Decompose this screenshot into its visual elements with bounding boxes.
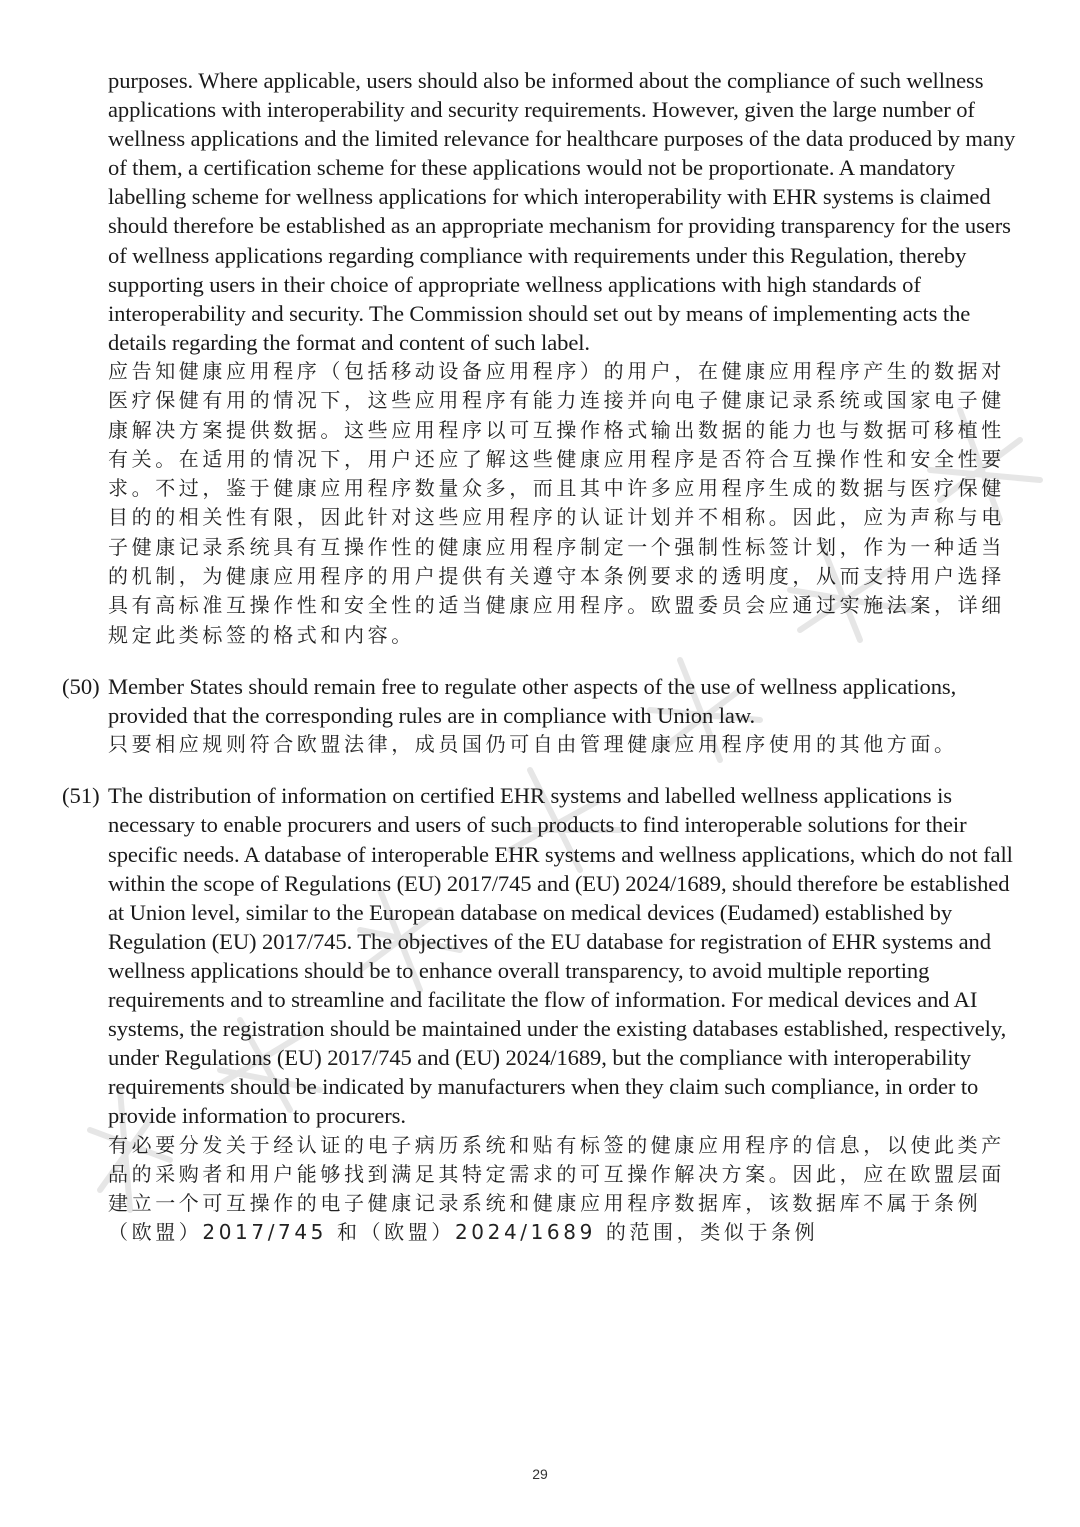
recital-51-zh: 有必要分发关于经认证的电子病历系统和贴有标签的健康应用程序的信息，以使此类产品的采购者和用户能够找到满足其特定需求的可互操作解决方案。因此，应在欧盟层面建立一个可互操作的电子健康记录系统和健康应用程序数据库，该数据库不属于条例（欧盟）2017/745 和（欧盟）2024/1689 的范围，类似于条例: [108, 1132, 1005, 1245]
paragraph-zh-continuation: 应告知健康应用程序（包括移动设备应用程序）的用户，在健康应用程序产生的数据对医疗保健有用的情况下，这些应用程序有能力连接并向电子健康记录系统或国家电子健康解决方案提供数据。这些应用程序以可互操作格式输出数据的能力也与数据可移植性有关。在适用的情况下，用户还应了解这些健康应用程序是否符合互操作性和安全性要求。不过，鉴于健康应用程序数量众多，而且其中许多应用程序生成的数据与医疗保健目的的相关性有限，因此针对这些应用程序的认证计划并不相称。因此，应为声称与电子健康记录系统具有互操作性的健康应用程序制定一个强制性标签计划，作为一种适当的机制，为健康应用程序的用户提供有关遵守本条例要求的透明度，从而支持用户选择具有高标准互操作性和安全性的适当健康应用程序。欧盟委员会应通过实施法案，详细规定此类标签的格式和内容。: [108, 358, 1005, 647]
page-number: 29: [532, 1466, 548, 1482]
recital-50-en: Member States should remain free to regulate other aspects of the use of wellness applications, provided that the corresponding rules are in compliance with Union law.: [108, 673, 957, 728]
recital-number: (50): [62, 673, 100, 699]
recital-50: [62, 672, 1018, 759]
recital-50-zh: 只要相应规则符合欧盟法律，成员国仍可自由管理健康应用程序使用的其他方面。: [108, 732, 958, 757]
recital-51: [62, 781, 1018, 1247]
document-body: [62, 66, 1018, 1248]
recital-number: (51): [62, 783, 100, 809]
recital-51-en: The distribution of information on certified EHR systems and labelled wellness applications is necessary to enable procurers and users of such products to find interoperable solutions for their specific needs. A database of interoperable EHR systems and wellness applications, which do not fall within the scope of Regulations (EU) 2017/745 and (EU) 2024/1689, should therefore be established at Union level, similar to the European database on medical devices (Eudamed) established by Regulation (EU) 2017/745. The objectives of the EU database for registration of EHR systems and wellness applications should be to enhance overall transparency, to avoid multiple reporting requirements and to streamline and facilitate the flow of information. For medical devices and AI systems, the registration should be maintained under the existing databases established, respectively, under Regulations (EU) 2017/745 and (EU) 2024/1689, but the compliance with interoperability requirements should be indicated by manufacturers when they claim such compliance, in order to provide information to procurers.: [108, 783, 1013, 1129]
paragraph-en-continuation: purposes. Where applicable, users should also be informed about the compliance of such wellness applications with interoperability and security requirements. However, given the large number of wellness applications and the limited relevance for healthcare purposes of the data produced by many of them, a certification scheme for these applications would not be proportionate. A mandatory labelling scheme for wellness applications for which interoperability with EHR systems is claimed should therefore be established as an appropriate mechanism for providing transparency for the users of wellness applications regarding compliance with requirements under this Regulation, thereby supporting users in their choice of appropriate wellness applications with high standards of interoperability and security. The Commission should set out by means of implementing acts the details regarding the format and content of such label.: [108, 68, 1016, 355]
